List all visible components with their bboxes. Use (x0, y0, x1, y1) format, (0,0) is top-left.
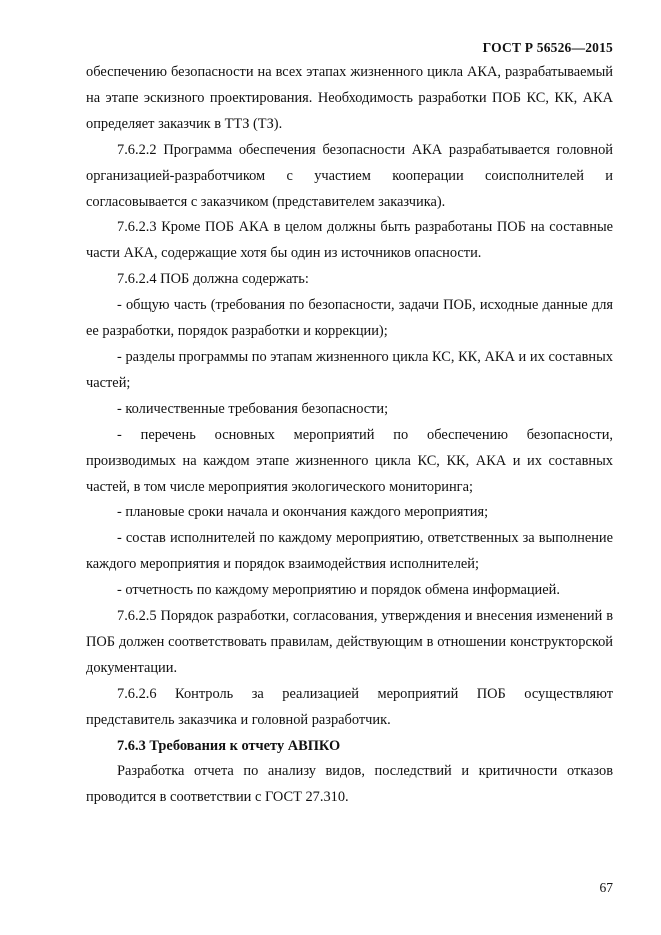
paragraph-7-6-2-6: 7.6.2.6 Контроль за реализацией мероприятий ПОБ осуществляют представитель заказчика и головной разработчик. (86, 685, 613, 728)
paragraph-7-6-2-5: 7.6.2.5 Порядок разработки, согласования, утверждения и внесения изменений в ПОБ должен соответствовать правилам, действующим в отношении конструкторской документации. (86, 608, 613, 676)
list-item-general-part: - общую часть (требования по безопасности, задачи ПОБ, исходные данные для ее разработки, порядок разработки и коррекции); (86, 297, 613, 340)
list-item-measures-list: - перечень основных мероприятий по обеспечению безопасности, производимых на каждом этапе жизненного цикла КС, КК, АКА и их составных частей, в том числе мероприятия экологического мониторинга; (86, 426, 613, 495)
paragraph-avpko-report: Разработка отчета по анализу видов, последствий и критичности отказов проводится в соответствии с ГОСТ 27.310. (86, 763, 613, 806)
list-item-reporting: - отчетность по каждому мероприятию и порядок обмена информацией. (117, 582, 560, 599)
list-item-planned-dates: - плановые сроки начала и окончания каждого мероприятия; (117, 504, 489, 521)
section-heading-7-6-3: 7.6.3 Требования к отчету АВПКО (117, 737, 341, 754)
paragraph-continuation: обеспечению безопасности на всех этапах жизненного цикла АКА, разрабатываемый на этапе эскизного проектирования. Необходимость разработки ПОБ КС, КК, АКА определяет заказчик в ТТЗ (ТЗ). (86, 64, 613, 132)
document-body (86, 60, 613, 811)
list-item-program-sections: - разделы программы по этапам жизненного цикла КС, КК, АКА и их составных частей; (86, 348, 613, 391)
paragraph-7-6-2-4: 7.6.2.4 ПОБ должна содержать: (117, 271, 309, 288)
paragraph-7-6-2-3: 7.6.2.3 Кроме ПОБ АКА в целом должны быть разработаны ПОБ на составные части АКА, содержащие хотя бы один из источников опасности. (86, 219, 613, 262)
list-item-executors: - состав исполнителей по каждому мероприятию, ответственных за выполнение каждого мероприятия и порядок взаимодействия исполнителей; (86, 530, 613, 573)
document-standard-header: ГОСТ Р 56526—2015 (482, 40, 613, 55)
page-number: 67 (599, 880, 613, 895)
list-item-quantitative-requirements: - количественные требования безопасности; (117, 400, 389, 417)
paragraph-7-6-2-2: 7.6.2.2 Программа обеспечения безопасности АКА разрабатывается головной организацией-разработчиком с участием кооперации соисполнителей и согласовывается с заказчиком (представителем заказчика). (86, 141, 613, 210)
